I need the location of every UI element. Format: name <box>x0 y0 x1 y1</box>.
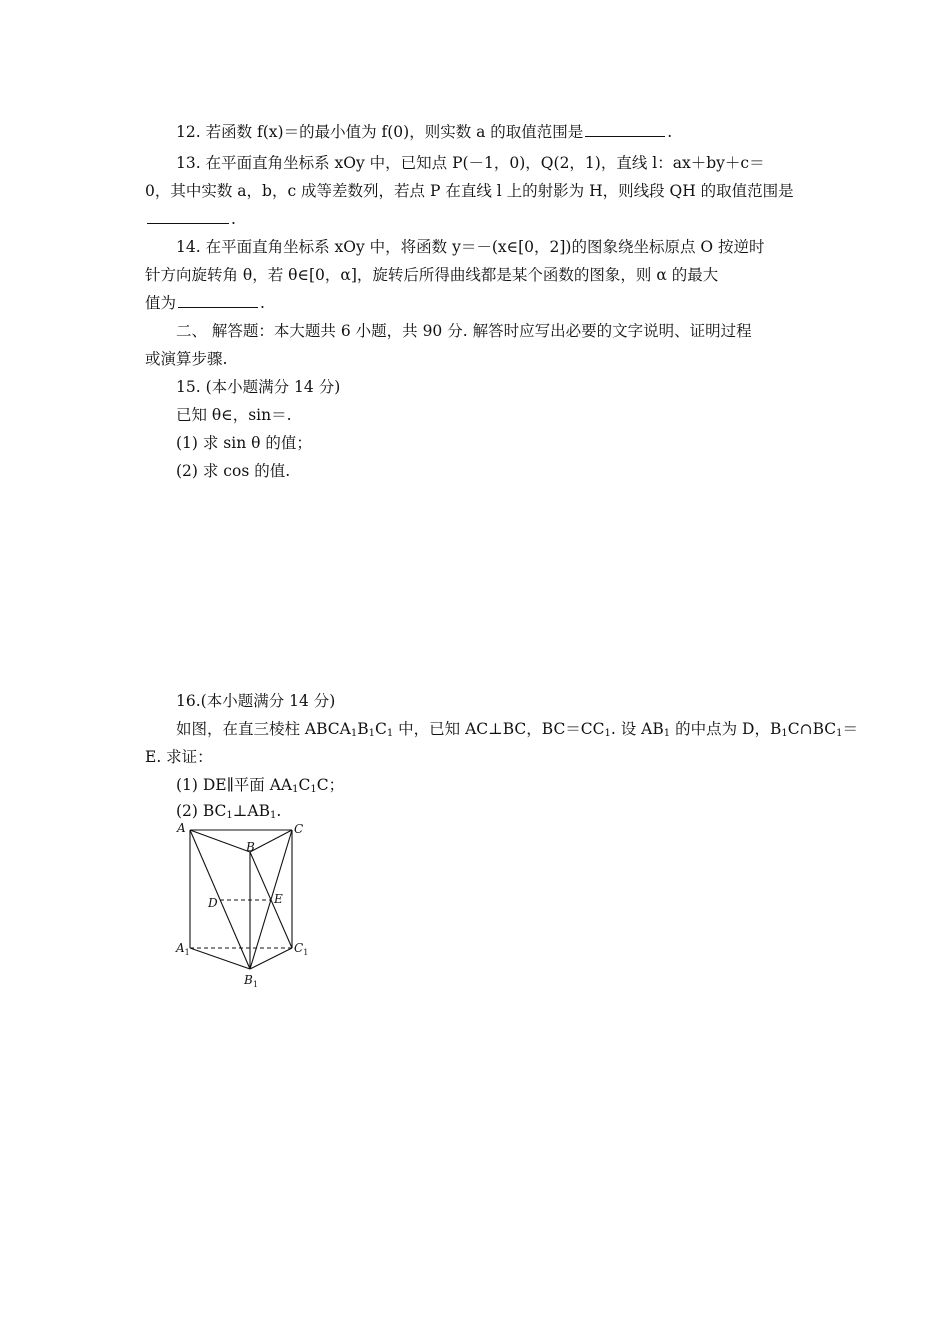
label-a1 <box>175 941 190 957</box>
label-d: D <box>208 896 218 910</box>
label-e: E <box>274 892 283 906</box>
q16-text-f: 的中点为 D，B <box>670 720 782 738</box>
answer-blank-12 <box>585 122 665 137</box>
q16-sub: 1 <box>310 784 317 795</box>
q16-text-a: 如图，在直三棱柱 ABCA <box>176 720 351 738</box>
edge-ab <box>190 830 250 852</box>
label-b1-sub: 1 <box>252 980 258 989</box>
answer-blank-13 <box>147 209 229 224</box>
q16-part2-b: ⊥AB <box>232 802 270 820</box>
question-13-line-3 <box>145 208 236 230</box>
q16-sub: 1 <box>368 728 375 739</box>
prism-figure <box>170 818 320 993</box>
q16-text-h: ＝ <box>842 720 858 738</box>
q16-part1-b: C <box>298 776 311 794</box>
label-c1-sub: 1 <box>303 948 309 957</box>
question-14-line-1: 14. 在平面直角坐标系 xOy 中，将函数 y＝－(x∈[0，2])的图象绕坐标原点 O 按逆时 <box>176 238 765 256</box>
question-12-text: 12. 若函数 f(x)＝的最小值为 f(0)，则实数 a 的取值范围是 <box>176 123 584 141</box>
question-12-tail: . <box>667 123 673 141</box>
label-c1 <box>294 941 308 957</box>
q16-part1-c: C； <box>316 776 345 794</box>
label-a1-letter: A <box>176 941 185 955</box>
label-c: C <box>294 822 304 836</box>
q16-sub: 1 <box>781 728 788 739</box>
edge-b1c1 <box>250 948 292 969</box>
q16-text-c: C <box>375 720 387 738</box>
question-13-line-2: 0，其中实数 a，b，c 成等差数列，若点 P 在直线 l 上的射影为 H，则线段 QH 的取值范围是 <box>145 182 794 200</box>
q16-sub: 1 <box>292 784 299 795</box>
label-c1-letter: C <box>294 941 304 955</box>
q16-sub: 1 <box>226 810 233 821</box>
question-14-text-end: 值为 <box>145 294 177 312</box>
question-16-header: 16.(本小题满分 14 分) <box>176 692 336 710</box>
q16-sub: 1 <box>663 728 671 739</box>
edge-a1b1 <box>190 948 250 969</box>
label-b1 <box>243 973 258 989</box>
q16-sub: 1 <box>269 810 277 821</box>
label-b1-letter: B <box>244 973 253 987</box>
q16-sub: 1 <box>386 728 394 739</box>
question-13-tail: . <box>231 210 236 228</box>
question-14-line-2: 针方向旋转角 θ，若 θ∈[0，α]，旋转后所得曲线都是某个函数的图象，则 α 的最大 <box>145 266 719 284</box>
question-15-part-2: (2) 求 cos 的值. <box>176 462 291 480</box>
question-15-given: 已知 θ∈，sin＝. <box>176 406 292 424</box>
question-15-part-1: (1) 求 sin θ 的值； <box>176 434 312 452</box>
question-13-line-1: 13. 在平面直角坐标系 xOy 中，已知点 P(－1，0)，Q(2，1)，直线 l：ax＋by＋c＝ <box>176 154 765 172</box>
q16-text-g: C∩BC <box>787 720 837 738</box>
question-14-tail: . <box>260 294 265 312</box>
q16-text-e: . 设 AB <box>610 720 664 738</box>
q16-sub: 1 <box>836 728 843 739</box>
question-15-header: 15. (本小题满分 14 分) <box>176 378 341 396</box>
question-16-part-1 <box>176 774 344 796</box>
question-16-line-1 <box>176 718 858 740</box>
section-2-heading-cont: 或演算步骤. <box>145 350 228 368</box>
q16-part2-c: . <box>276 802 282 820</box>
edge-bc <box>250 830 292 852</box>
q16-text-b: B <box>357 720 369 738</box>
q16-part1-a: (1) DE∥平面 AA <box>176 776 293 794</box>
q16-sub: 1 <box>604 728 611 739</box>
label-b: B <box>246 840 255 854</box>
q16-text-d: 中，已知 AC⊥BC，BC＝CC <box>393 720 605 738</box>
q16-part2-a: (2) BC <box>176 802 227 820</box>
question-16-line-2: E. 求证： <box>145 748 213 766</box>
question-14-line-3 <box>145 292 265 314</box>
answer-blank-14 <box>178 293 258 308</box>
question-12 <box>176 121 672 143</box>
q16-sub: 1 <box>350 728 358 739</box>
section-2-heading: 二、 解答题：本大题共 6 小题，共 90 分. 解答时应写出必要的文字说明、证明过程 <box>176 322 752 340</box>
label-a: A <box>177 821 186 835</box>
label-a1-sub: 1 <box>184 948 190 957</box>
